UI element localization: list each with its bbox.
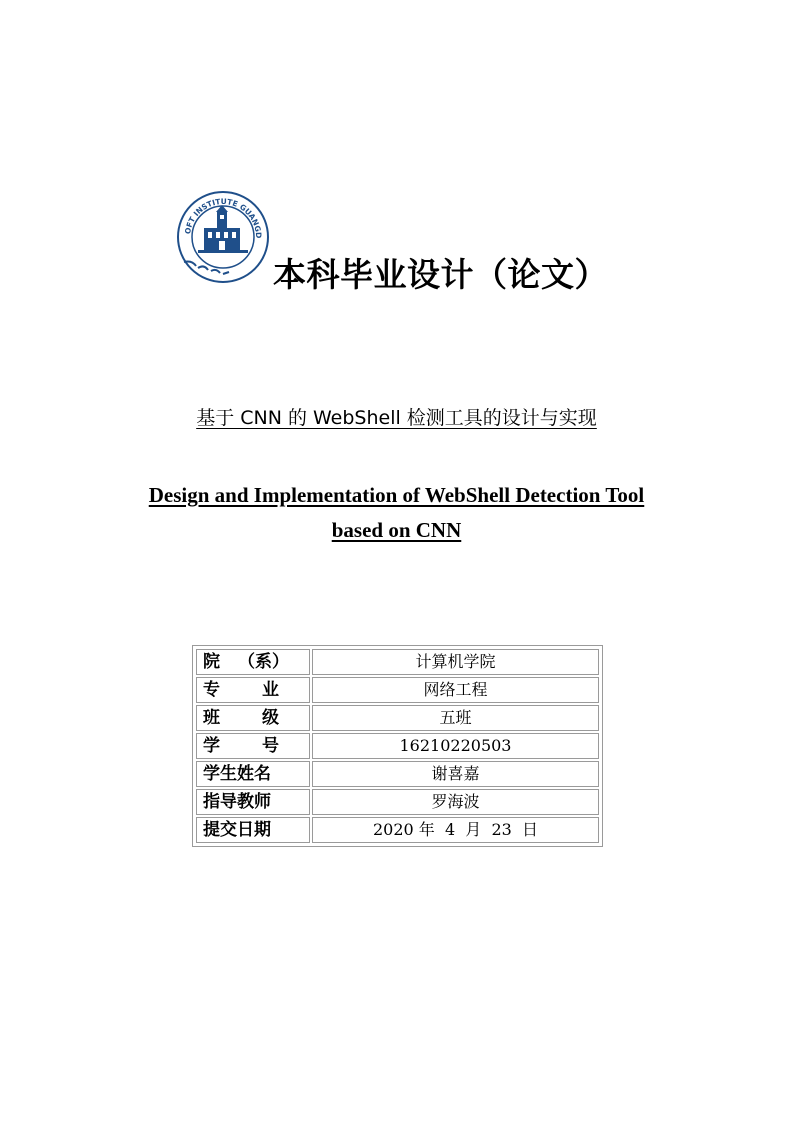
info-label (196, 733, 310, 759)
info-label-part: （系） (238, 652, 289, 672)
info-value: 2020 年 4 月 23 日 (312, 817, 599, 843)
thesis-title-en (0, 478, 793, 548)
info-label-part: 业 (262, 680, 279, 700)
info-label (196, 705, 310, 731)
table-row (196, 733, 599, 759)
thesis-title-en-line1: Design and Implementation of WebShell Detection Tool (148, 483, 645, 507)
info-label-part: 级 (262, 708, 279, 728)
thesis-title-zh (0, 404, 793, 432)
table-row (196, 649, 599, 675)
info-value: 网络工程 (312, 677, 599, 703)
info-label: 指导教师 (196, 789, 310, 815)
student-info-table (192, 645, 603, 847)
info-label-part: 专 (203, 680, 220, 700)
info-value: 计算机学院 (312, 649, 599, 675)
page-title: 本科毕业设计（论文） (273, 255, 608, 294)
table-row (196, 705, 599, 731)
info-label (196, 649, 310, 675)
info-value: 谢喜嘉 (312, 761, 599, 787)
info-label (196, 677, 310, 703)
info-label-part: 院 (203, 652, 220, 672)
info-value: 五班 (312, 705, 599, 731)
university-seal-icon (176, 190, 270, 284)
table-row (196, 789, 599, 815)
thesis-title-en-line2: based on CNN (331, 518, 462, 542)
info-label-part: 学 (203, 736, 220, 756)
thesis-title-zh-text: 基于 CNN 的 WebShell 检测工具的设计与实现 (196, 407, 597, 429)
info-label-part: 号 (262, 736, 279, 756)
info-label: 提交日期 (196, 817, 310, 843)
info-label: 学生姓名 (196, 761, 310, 787)
table-row (196, 761, 599, 787)
table-row (196, 817, 599, 843)
info-label-part: 班 (203, 708, 220, 728)
info-value: 罗海波 (312, 789, 599, 815)
svg-text:NEUSOFT INSTITUTE GUANGDONG: OFT INSTITUTE GUANGD (183, 196, 264, 239)
info-value: 16210220503 (312, 733, 599, 759)
table-row (196, 677, 599, 703)
